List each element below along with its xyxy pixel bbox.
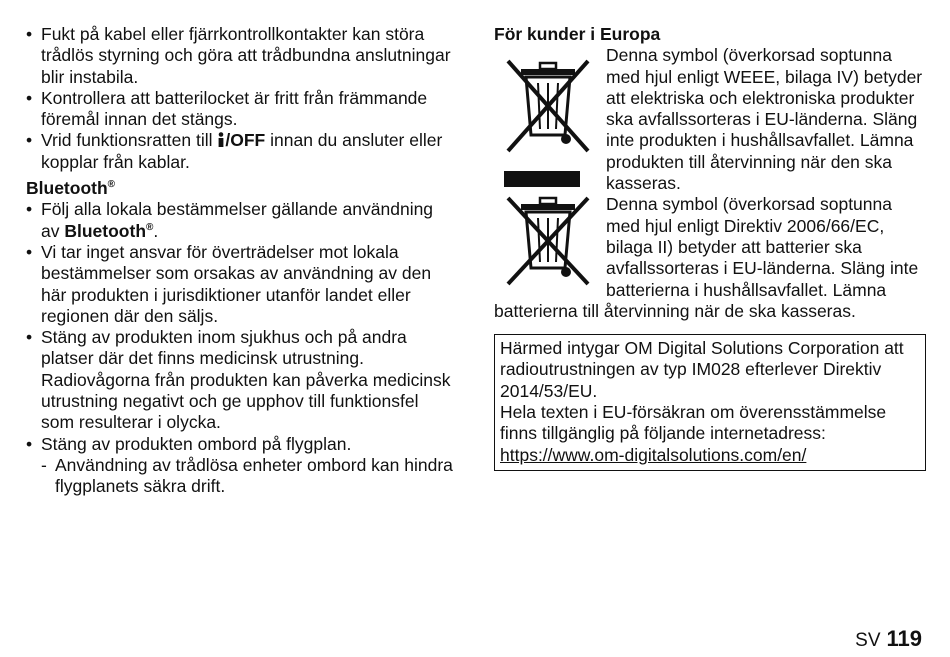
europe-heading: För kunder i Europa — [494, 24, 661, 44]
list-item — [26, 199, 456, 242]
bt-rules-text: Följ alla lokala bestämmelser gällande användning av — [41, 199, 434, 241]
declaration-p2: Hela texten i EU-försäkran om överensstämmelse finns tillgänglig på följande internetadress: — [500, 402, 887, 444]
weee-section — [494, 45, 926, 194]
bt-rules-end: . — [153, 220, 159, 241]
wireless-notes-list — [26, 24, 456, 173]
page-number: 119 — [886, 626, 922, 651]
dial-text-after: innan du ansluter eller kopplar från kablar. — [41, 130, 443, 172]
list-item — [26, 327, 456, 433]
bluetooth-heading — [26, 178, 456, 199]
declaration-p1: Härmed intygar OM Digital Solutions Corporation att radioutrustningen av typ IM028 efterlever Direktiv 2014/53/EU. — [500, 338, 904, 401]
hospital-line: • Stäng av produkten inom sjukhus och på andra platser där det finns medicinsk utrustning. — [41, 327, 407, 369]
declaration-url-link[interactable]: https://www.om-digitalsolutions.com/en/ — [500, 444, 807, 465]
list-item: • Kontrollera att batterilocket är fritt från främmande föremål innan det stängs. — [26, 88, 456, 131]
registered-mark: ® — [146, 221, 154, 233]
list-item — [26, 130, 456, 173]
bluetooth-notes-list — [26, 199, 456, 455]
left-column — [26, 24, 456, 498]
crossed-out-wheeled-bin-icon — [494, 47, 602, 187]
battery-section — [494, 194, 926, 322]
list-item: • Fukt på kabel eller fjärrkontrollkontakter kan störa trådlös styrning och göra att trådbundna anslutningar blir instabila. — [26, 24, 456, 88]
dash-marker: - — [41, 454, 47, 475]
weee-text: Denna symbol (överkorsad soptunna med hjul enligt WEEE, bilaga IV) betyder att elektriska och elektroniska produkter ska avfallssorteras i EU-länderna. Släng inte produkten i hushållsavfallet. Lämna produkten till återvinning när den ska kasseras. — [606, 45, 923, 194]
list-item — [26, 434, 456, 455]
language-code: SV — [855, 630, 881, 651]
list-item: • Vi tar inget ansvar för överträdelser mot lokala bestämmelser som orsakas av användning av den här produkten i jurisdiktioner utanför landet eller regionen där den säljs. — [26, 242, 456, 327]
aircraft-line: • Stäng av produkten ombord på flygplan. — [41, 433, 352, 454]
hospital-note: Radiovågorna från produkten kan påverka medicinsk utrustning negativt och ge upphov till funktionsfel som resulterar i olycka. — [41, 369, 451, 433]
aircraft-sub-text: Användning av trådlösa enheter ombord kan hindra flygplanets säkra drift. — [55, 454, 453, 497]
dial-text-before: Vrid funktionsratten till — [41, 130, 218, 151]
right-column — [494, 24, 926, 471]
battery-text: Denna symbol (överkorsad soptunna med hjul enligt Direktiv 2006/66/EC, bilaga II) betyder att batterier ska avfallssorteras i EU-länderna. Släng inte batterierna i hushållsavfallet. Lämna batterierna till återvinning när de ska kasseras. — [494, 194, 919, 321]
aircraft-sub-item — [26, 455, 456, 498]
off-label: /OFF — [225, 130, 266, 151]
bluetooth-bold-text: Bluetooth — [64, 220, 147, 241]
crossed-out-wheeled-bin-icon — [494, 196, 602, 288]
page-footer — [855, 626, 922, 652]
declaration-box — [494, 334, 926, 471]
bluetooth-bold — [64, 221, 153, 241]
registered-mark: ® — [107, 179, 116, 191]
bluetooth-heading-text: Bluetooth — [26, 178, 108, 199]
